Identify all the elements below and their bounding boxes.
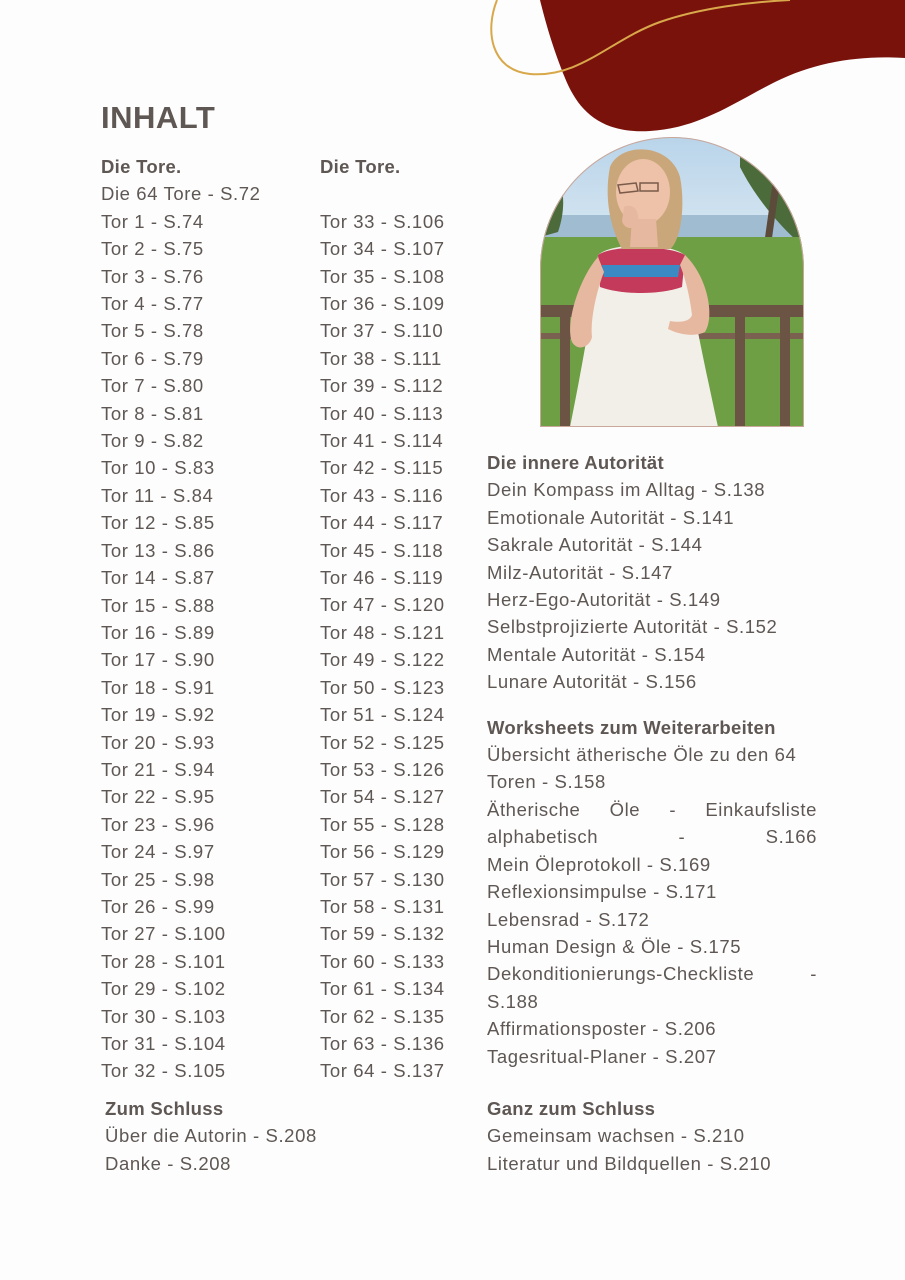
dress-pattern-accent <box>602 265 680 277</box>
toc-entry: Tor 42 - S.115 <box>320 457 444 479</box>
toc-entry: Tor 28 - S.101 <box>101 950 226 972</box>
toc-entry: Herz-Ego-Autorität - S.149 <box>487 589 721 611</box>
toc-entry: Tor 59 - S.132 <box>320 923 445 945</box>
toc-entry: Tor 39 - S.112 <box>320 375 444 397</box>
toc-entry: Tor 32 - S.105 <box>101 1060 226 1082</box>
section-heading: Die Tore. <box>101 156 182 177</box>
section-heading: Worksheets zum Weiterarbeiten <box>487 716 776 738</box>
toc-entry: Tor 37 - S.110 <box>320 320 444 342</box>
section-heading: Zum Schluss <box>105 1098 224 1119</box>
toc-entry: Tor 56 - S.129 <box>320 841 445 863</box>
toc-entry: Tor 55 - S.128 <box>320 813 445 835</box>
toc-entry: Tor 38 - S.111 <box>320 347 442 369</box>
toc-entry: Tor 9 - S.82 <box>101 430 204 452</box>
authority-and-worksheets <box>487 449 817 1070</box>
toc-entry: Tor 63 - S.136 <box>320 1032 445 1054</box>
toc-entry: Tor 44 - S.117 <box>320 512 444 534</box>
blank-line <box>320 180 445 207</box>
toc-entry: Tor 24 - S.97 <box>101 841 215 863</box>
toc-entry: Tor 62 - S.135 <box>320 1005 445 1027</box>
toc-entry: Tor 60 - S.133 <box>320 950 445 972</box>
toc-entry: Tor 50 - S.123 <box>320 676 445 698</box>
toc-entry: Tor 12 - S.85 <box>101 512 215 534</box>
toc-entry: Tor 17 - S.90 <box>101 649 215 671</box>
toc-entry: Tor 58 - S.131 <box>320 895 445 917</box>
toc-entry: Tor 19 - S.92 <box>101 704 215 726</box>
toc-entry: Gemeinsam wachsen - S.210 <box>487 1125 745 1147</box>
toc-entry: Literatur und Bildquellen - S.210 <box>487 1152 772 1174</box>
toc-entry: Ätherische Öle - Einkaufsliste alphabetisch - S.166 <box>487 798 817 848</box>
toc-entry: Milz-Autorität - S.147 <box>487 561 673 583</box>
toc-entry: Tor 26 - S.99 <box>101 895 215 917</box>
toc-entry: Tor 1 - S.74 <box>101 210 204 232</box>
toc-entry: Tor 3 - S.76 <box>101 265 204 287</box>
toc-entry: Tor 35 - S.108 <box>320 265 445 287</box>
author-photo <box>540 137 804 427</box>
toc-entry: Tor 34 - S.107 <box>320 238 445 260</box>
toc-entry: Dekonditionierungs-Checkliste - S.188 <box>487 963 817 1012</box>
toc-entry: Tor 49 - S.122 <box>320 649 445 671</box>
railing-post <box>735 317 745 427</box>
toc-entry: Tor 54 - S.127 <box>320 786 445 808</box>
toc-entry: Reflexionsimpulse - S.171 <box>487 881 717 903</box>
toc-entry: Tor 14 - S.87 <box>101 567 215 589</box>
toc-entry: Tor 6 - S.79 <box>101 347 204 369</box>
toc-entry: Tor 27 - S.100 <box>101 923 226 945</box>
gates-list-left <box>101 153 261 1085</box>
section-heading: Die Tore. <box>320 156 401 177</box>
toc-entry: Tor 52 - S.125 <box>320 731 445 753</box>
toc-entry: Tor 10 - S.83 <box>101 457 215 479</box>
toc-entry: Tor 31 - S.104 <box>101 1033 226 1054</box>
toc-entry: Tor 48 - S.121 <box>320 621 445 643</box>
toc-entry: Mein Öleprotokoll - S.169 <box>487 853 711 875</box>
toc-entry: Tor 36 - S.109 <box>320 293 445 315</box>
toc-entry: Übersicht ätherische Öle zu den 64 Toren - S.158 <box>487 744 797 793</box>
railing-post <box>560 317 570 427</box>
toc-entry: Tor 40 - S.113 <box>320 402 444 424</box>
toc-entry: Tor 20 - S.93 <box>101 731 215 753</box>
toc-entry: Tor 46 - S.119 <box>320 567 444 589</box>
toc-entry: Über die Autorin - S.208 <box>105 1125 317 1147</box>
railing-post <box>780 317 790 427</box>
toc-entry: Tor 21 - S.94 <box>101 758 215 780</box>
section-heading: Ganz zum Schluss <box>487 1098 656 1119</box>
toc-entry: Tor 15 - S.88 <box>101 594 215 616</box>
closing-section <box>105 1095 317 1177</box>
toc-entry: Die 64 Tore - S.72 <box>101 183 261 205</box>
page-title: INHALT <box>101 100 216 135</box>
toc-entry: Lunare Autorität - S.156 <box>487 671 697 693</box>
toc-entry: Tor 61 - S.134 <box>320 978 445 1000</box>
toc-entry: Tor 2 - S.75 <box>101 238 204 260</box>
toc-entry: Tor 25 - S.98 <box>101 868 215 890</box>
section-heading: Die innere Autorität <box>487 452 664 473</box>
toc-entry: Tor 7 - S.80 <box>101 375 204 397</box>
toc-entry: Tor 23 - S.96 <box>101 813 215 835</box>
toc-entry: Lebensrad - S.172 <box>487 908 650 930</box>
toc-entry: Tor 33 - S.106 <box>320 210 445 232</box>
toc-entry: Dein Kompass im Alltag - S.138 <box>487 479 766 501</box>
toc-entry: Tor 11 - S.84 <box>101 484 214 506</box>
gates-list-middle <box>320 153 445 1085</box>
toc-entry: Tor 57 - S.130 <box>320 868 445 890</box>
accent-blob-shape <box>540 0 905 131</box>
section-gap <box>487 696 817 714</box>
toc-entry: Danke - S.208 <box>105 1152 232 1174</box>
toc-entry: Mentale Autorität - S.154 <box>487 643 706 665</box>
toc-entry: Tor 51 - S.124 <box>320 704 445 726</box>
final-section <box>487 1095 771 1177</box>
toc-entry: Tor 41 - S.114 <box>320 430 444 452</box>
toc-entry: Tor 8 - S.81 <box>101 402 204 424</box>
toc-entry: Tor 22 - S.95 <box>101 786 215 808</box>
toc-entry: Tor 16 - S.89 <box>101 621 215 643</box>
toc-entry: Tor 5 - S.78 <box>101 320 204 342</box>
toc-entry: Tagesritual-Planer - S.207 <box>487 1045 717 1067</box>
toc-entry: Tor 64 - S.137 <box>320 1060 445 1082</box>
toc-entry: Sakrale Autorität - S.144 <box>487 534 703 556</box>
toc-entry: Tor 53 - S.126 <box>320 758 445 780</box>
toc-entry: Emotionale Autorität - S.141 <box>487 506 735 528</box>
toc-entry: Tor 13 - S.86 <box>101 539 215 561</box>
toc-entry: Tor 4 - S.77 <box>101 293 204 315</box>
toc-entry: Tor 45 - S.118 <box>320 539 444 561</box>
toc-entry: Tor 47 - S.120 <box>320 594 445 616</box>
toc-entry: Affirmationsposter - S.206 <box>487 1018 717 1040</box>
toc-entry: Tor 43 - S.116 <box>320 484 444 506</box>
toc-entry: Tor 29 - S.102 <box>101 978 226 1000</box>
toc-entry: Human Design & Öle - S.175 <box>487 935 742 957</box>
toc-entry: Tor 30 - S.103 <box>101 1005 226 1027</box>
toc-entry: Tor 18 - S.91 <box>101 676 215 698</box>
tree-left <box>540 157 563 237</box>
toc-entry: Selbstprojizierte Autorität - S.152 <box>487 616 778 638</box>
